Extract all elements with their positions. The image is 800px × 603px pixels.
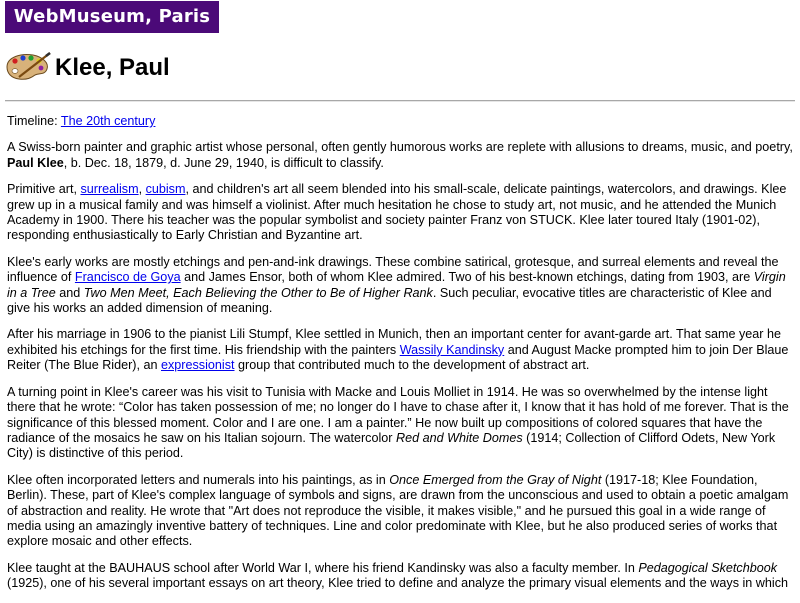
text: A Swiss-born painter and graphic artist whose personal, often gently humorous works are replete with allusions to dreams, music, and poetry, (7, 140, 793, 155)
artist-name: Paul Klee (7, 155, 64, 170)
artwork-title: Once Emerged from the Gray of Night (389, 472, 602, 487)
text: Primitive art, (7, 182, 81, 197)
timeline-line (7, 114, 795, 129)
text: group that contributed much to the development of abstract art. (234, 358, 590, 373)
text: , b. Dec. 18, 1879, d. June 29, 1940, is difficult to classify. (63, 155, 384, 170)
article-body (7, 114, 795, 603)
painter-palette-icon (5, 51, 51, 81)
artwork-title: Virgin in a Tree (7, 270, 786, 300)
horizontal-rule (5, 100, 795, 102)
text: Klee often incorporated letters and numerals into his paintings, as in (7, 472, 390, 487)
page-title: Klee, Paul (55, 54, 170, 81)
paragraph-5 (7, 385, 795, 462)
text: A turning point in Klee's career was his visit to Tunisia with Macke and Louis Molliet in 1914. He was so overwhelmed by the intense light there that he wrote: “Color has taken possession of me; no longer do I have to chase after it, I know that it has hold of me forever. That is the significance of this blessed moment. Color and I are one. I am a painter.” He now built up compositions of colored squares that have the radiance of the mosaics he saw on his Italian sojourn. The watercolor (7, 384, 789, 445)
book-title: Pedagogical Sketchbook (638, 560, 778, 575)
text: and (55, 285, 84, 300)
paragraph-2 (7, 182, 795, 244)
text: (1917-18; Klee Foundation, Berlin). These, part of Klee's complex language of symbols and signs, are drawn from the unconscious and used to obtain a poetic amalgam of abstraction and reality. He wrote that "Art does not reproduce the visible, it makes visible," and he pursued this goal in a wide range of media using an amazingly inventive battery of techniques. Line and color predominate with Klee, but he also produced series of works that explore mosaic and other effects. (7, 472, 789, 549)
text: and August Macke prompted him to join Der Blaue Reiter (The Blue Rider), an (7, 342, 789, 373)
text: , and children's art all seem blended into his small-scale, delicate paintings, watercolors, and drawings. Klee grew up in a musical family and was himself a violinist. After much hesitation he chose to study art, not music, and he attended the Munich Academy in 1900. There his teacher was the popular symbolist and society painter Franz von STUCK. Klee later toured Italy (1901-02), responding enthusiastically to Early Christian and Byzantine art. (7, 182, 787, 243)
paragraph-1 (7, 140, 795, 171)
text: , (138, 182, 146, 197)
timeline-label: Timeline: (7, 114, 61, 128)
artwork-title: Red and White Domes (395, 430, 523, 445)
paragraph-6 (7, 473, 795, 550)
artwork-title: Two Men Meet, Each Believing the Other to Be of Higher Rank (83, 285, 433, 300)
cubism-link[interactable]: cubism (145, 182, 186, 197)
text: Klee's early works are mostly etchings and pen-and-ink drawings. These combine satirical, grotesque, and surreal elements and reveal the influence of (7, 254, 779, 285)
goya-link[interactable]: Francisco de Goya (74, 270, 181, 285)
paragraph-3 (7, 255, 795, 317)
paragraph-4 (7, 327, 795, 373)
webmuseum-banner[interactable]: WebMuseum, Paris (5, 1, 219, 33)
text: and James Ensor, both of whom Klee admired. Two of his best-known etchings, dating from 1903, are (180, 270, 754, 285)
text: Klee taught at the BAUHAUS school after World War I, where his friend Kandinsky was also a faculty member. In (7, 560, 639, 575)
text: . Such peculiar, evocative titles are characteristic of Klee and give his works an added dimension of meaning. (7, 285, 772, 316)
expressionist-link[interactable]: expressionist (161, 358, 235, 373)
text: After his marriage in 1906 to the pianist Lili Stumpf, Klee settled in Munich, then an important center for avant-garde art. That same year he exhibited his etchings for the first time. His friendship with the painters (7, 327, 781, 357)
paragraph-7 (7, 561, 795, 592)
text: (1925), one of his several important essays on art theory, Klee tried to define and analyze the primary visual elements and the ways in which (7, 576, 788, 591)
timeline-link[interactable]: The 20th century (60, 114, 156, 128)
kandinsky-link[interactable]: Wassily Kandinsky (399, 342, 505, 357)
text: (1914; Collection of Clifford Odets, New York City) is distinctive of this period. (7, 430, 776, 461)
surrealism-link[interactable]: surrealism (80, 182, 139, 197)
